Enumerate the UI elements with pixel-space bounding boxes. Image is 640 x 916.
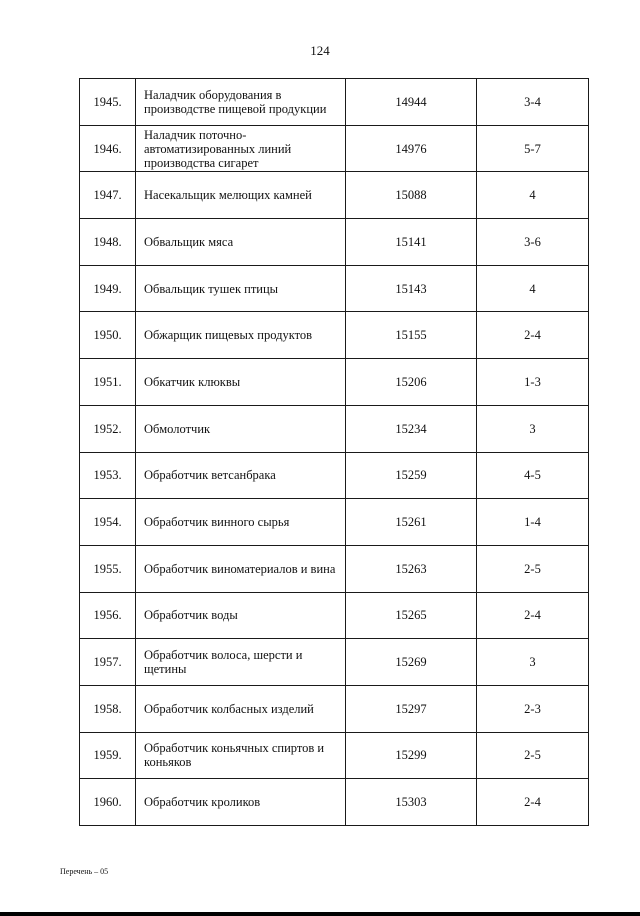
- grade-range: 4: [477, 265, 589, 312]
- grade-range: 1-4: [477, 499, 589, 546]
- profession-name: Обработчик волоса, шерсти и щетины: [136, 639, 346, 686]
- table-row: [80, 265, 589, 312]
- page-number: 124: [310, 43, 330, 58]
- table-row: [80, 499, 589, 546]
- grade-range: 3-4: [477, 79, 589, 126]
- grade-range: 3: [477, 405, 589, 452]
- profession-name: Наладчик поточно-автоматизированных линий производства сигарет: [136, 125, 346, 172]
- table-row: [80, 125, 589, 172]
- profession-code: 15234: [346, 405, 477, 452]
- grade-range: 3: [477, 639, 589, 686]
- table-row: [80, 545, 589, 592]
- table-row: [80, 405, 589, 452]
- row-number: 1949.: [80, 265, 136, 312]
- profession-code: 15303: [346, 779, 477, 826]
- profession-name: Обработчик воды: [136, 592, 346, 639]
- profession-name: Наладчик оборудования в производстве пищевой продукции: [136, 79, 346, 126]
- table-row: [80, 639, 589, 686]
- profession-name: Обмолотчик: [136, 405, 346, 452]
- grade-range: 2-3: [477, 685, 589, 732]
- table-body: [80, 79, 589, 826]
- grade-range: 2-4: [477, 779, 589, 826]
- row-number: 1946.: [80, 125, 136, 172]
- grade-range: 5-7: [477, 125, 589, 172]
- profession-code: 15143: [346, 265, 477, 312]
- grade-range: 2-4: [477, 312, 589, 359]
- row-number: 1956.: [80, 592, 136, 639]
- profession-name: Обработчик ветсанбрака: [136, 452, 346, 499]
- profession-code: 15141: [346, 219, 477, 266]
- profession-code: 15265: [346, 592, 477, 639]
- profession-name: Обработчик колбасных изделий: [136, 685, 346, 732]
- table-row: [80, 732, 589, 779]
- grade-range: 3-6: [477, 219, 589, 266]
- grade-range: 1-3: [477, 359, 589, 406]
- profession-code: 15297: [346, 685, 477, 732]
- profession-name: Обвальщик тушек птицы: [136, 265, 346, 312]
- profession-code: 15206: [346, 359, 477, 406]
- profession-code: 15259: [346, 452, 477, 499]
- row-number: 1952.: [80, 405, 136, 452]
- profession-name: Обкатчик клюквы: [136, 359, 346, 406]
- footer-note: Перечень – 05: [60, 867, 109, 876]
- profession-name: Обработчик коньячных спиртов и коньяков: [136, 732, 346, 779]
- profession-name: Обжарщик пищевых продуктов: [136, 312, 346, 359]
- row-number: 1960.: [80, 779, 136, 826]
- profession-name: Обработчик винного сырья: [136, 499, 346, 546]
- profession-code: 15155: [346, 312, 477, 359]
- table-row: [80, 685, 589, 732]
- table-row: [80, 219, 589, 266]
- table-row: [80, 172, 589, 219]
- row-number: 1959.: [80, 732, 136, 779]
- table-row: [80, 779, 589, 826]
- table-row: [80, 452, 589, 499]
- row-number: 1958.: [80, 685, 136, 732]
- professions-table: [79, 78, 589, 826]
- table-row: [80, 359, 589, 406]
- grade-range: 2-5: [477, 732, 589, 779]
- row-number: 1950.: [80, 312, 136, 359]
- profession-code: 15263: [346, 545, 477, 592]
- row-number: 1947.: [80, 172, 136, 219]
- row-number: 1948.: [80, 219, 136, 266]
- table-row: [80, 312, 589, 359]
- row-number: 1945.: [80, 79, 136, 126]
- table-row: [80, 592, 589, 639]
- profession-name: Обработчик виноматериалов и вина: [136, 545, 346, 592]
- grade-range: 4-5: [477, 452, 589, 499]
- profession-code: 14944: [346, 79, 477, 126]
- profession-code: 15299: [346, 732, 477, 779]
- profession-name: Обработчик кроликов: [136, 779, 346, 826]
- profession-name: Обвальщик мяса: [136, 219, 346, 266]
- bottom-rule: [0, 912, 640, 916]
- row-number: 1957.: [80, 639, 136, 686]
- grade-range: 2-4: [477, 592, 589, 639]
- row-number: 1953.: [80, 452, 136, 499]
- profession-code: 15261: [346, 499, 477, 546]
- profession-code: 14976: [346, 125, 477, 172]
- profession-code: 15088: [346, 172, 477, 219]
- profession-name: Насекальщик мелющих камней: [136, 172, 346, 219]
- row-number: 1951.: [80, 359, 136, 406]
- table-row: [80, 79, 589, 126]
- grade-range: 4: [477, 172, 589, 219]
- grade-range: 2-5: [477, 545, 589, 592]
- row-number: 1955.: [80, 545, 136, 592]
- profession-code: 15269: [346, 639, 477, 686]
- row-number: 1954.: [80, 499, 136, 546]
